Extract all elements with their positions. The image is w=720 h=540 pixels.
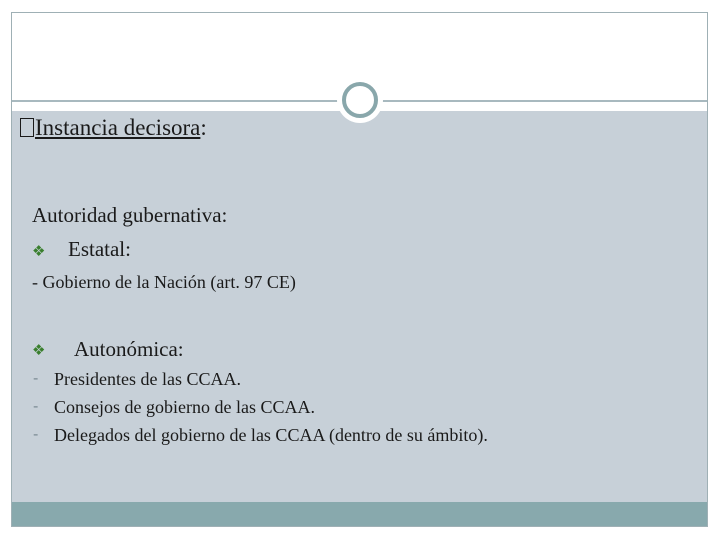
slide-heading bbox=[20, 115, 207, 141]
diamond-bullet-icon: ❖ bbox=[32, 341, 46, 359]
estatal-label: Estatal: bbox=[68, 237, 131, 261]
circle-ornament-icon bbox=[342, 82, 378, 118]
list-dash: - bbox=[33, 398, 39, 415]
bottom-accent-bar bbox=[12, 502, 707, 526]
autoridad-line: Autoridad gubernativa: bbox=[32, 203, 228, 227]
gobierno-line: - Gobierno de la Nación (art. 97 CE) bbox=[32, 272, 296, 292]
missing-glyph-icon bbox=[20, 118, 34, 137]
list-item: Consejos de gobierno de las CCAA. bbox=[54, 397, 315, 417]
heading-colon: : bbox=[200, 115, 207, 140]
list-dash: - bbox=[33, 370, 39, 387]
diamond-bullet-icon: ❖ bbox=[32, 242, 46, 260]
list-item: Delegados del gobierno de las CCAA (dentro de su ámbito). bbox=[54, 425, 488, 445]
list-item: Presidentes de las CCAA. bbox=[54, 369, 241, 389]
list-dash: - bbox=[33, 426, 39, 443]
heading-text: Instancia decisora bbox=[35, 115, 201, 140]
autonomica-label: Autonómica: bbox=[74, 337, 184, 361]
slide bbox=[11, 12, 708, 527]
